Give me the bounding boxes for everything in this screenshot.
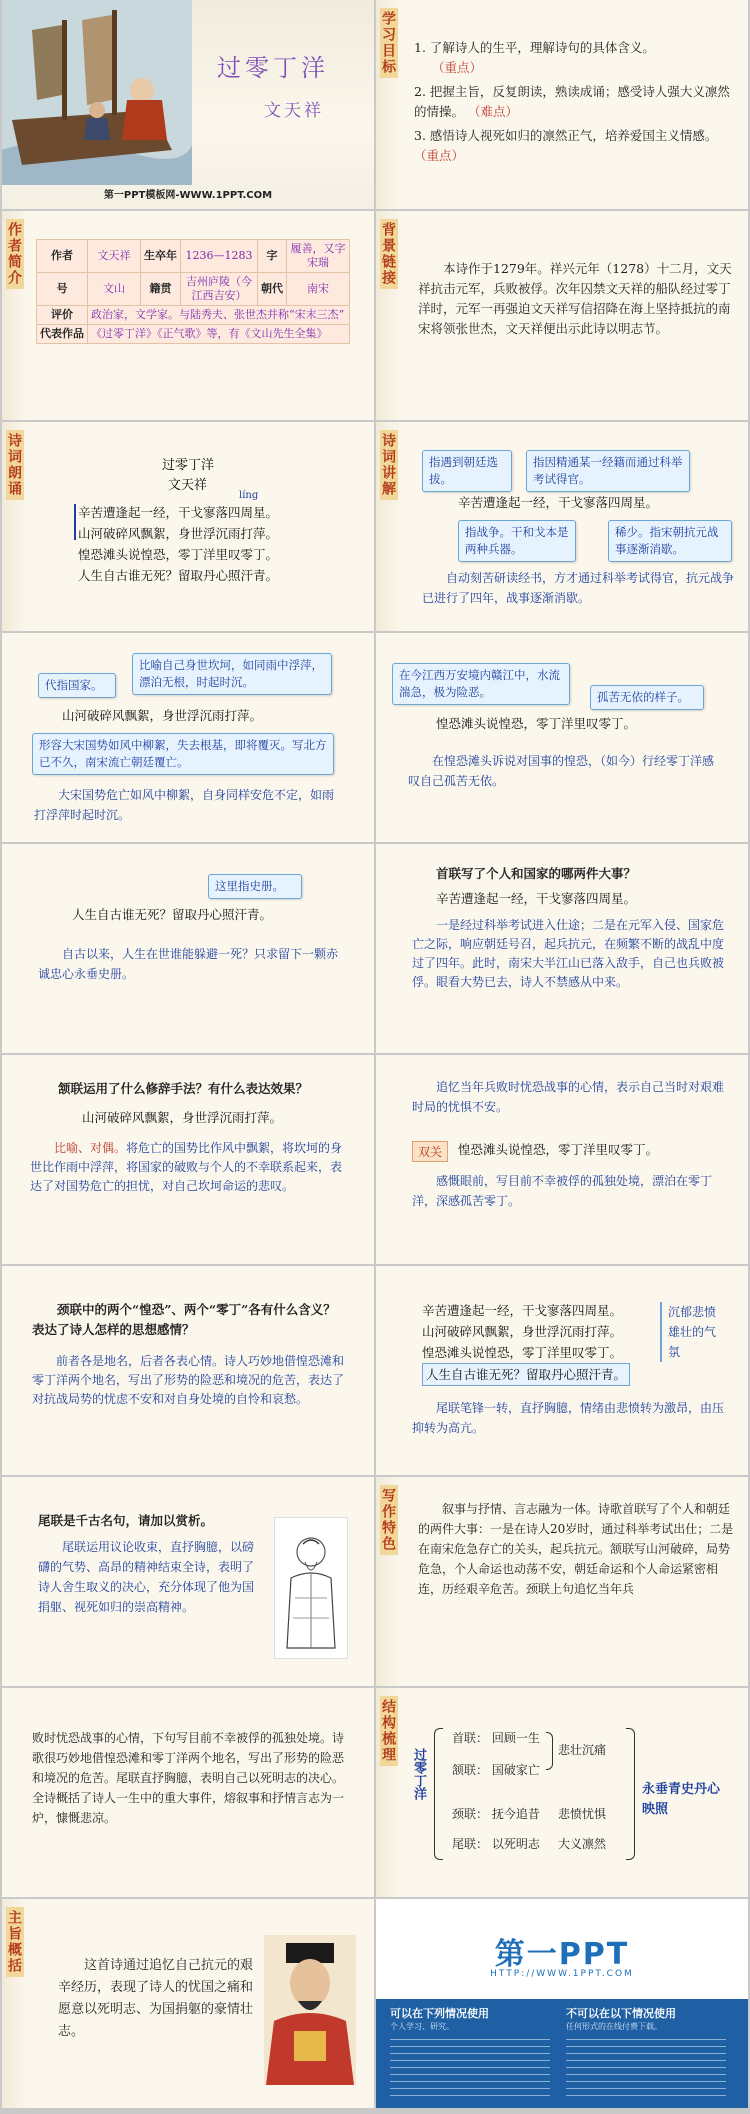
background-text: 本诗作于1279年。祥兴元年（1278）十二月，文天祥抗击元军，兵败被俘。次年囚禁文天祥的船队经过零丁洋时，元军一再强迫文天祥写信招降在海上坚持抵抗的南宋将领张世杰，文天祥便出示此诗以明志节。 — [418, 261, 732, 336]
section-tag: 诗词讲解 — [380, 430, 398, 500]
mood-note: 沉郁悲愤雄壮的气氛 — [660, 1302, 720, 1362]
title-slide — [2, 0, 374, 209]
explanation-text: 自古以来，人生在世谁能躲避一死？只求留下一颗赤诚忠心永垂史册。 — [38, 947, 339, 981]
answer-text: 比喻、对偶。将危亡的国势比作风中飘絮，将坎坷的身世比作雨中浮萍，将国家的破败与个人的不幸联系起来，表达了对国势危亡的担忧，对自己坎坷命运的悲叹。 — [30, 1141, 343, 1193]
note-callout: 稀少。指宋朝抗元战事逐渐消歇。 — [608, 520, 732, 562]
note-callout: 指因精通某一经籍而通过科举考试得官。 — [526, 450, 690, 492]
note-callout: 指战争。干和戈本是两种兵器。 — [458, 520, 576, 562]
structure-root: 过零丁洋 — [411, 1748, 426, 1800]
section-tag: 学习目标 — [380, 8, 398, 78]
note-callout: 代指国家。 — [38, 673, 116, 698]
portrait-image — [274, 1517, 348, 1659]
explained-line: 惶恐滩头说惶恐，零丁洋里叹零丁。 — [436, 716, 637, 731]
features-cont-slide — [2, 1688, 374, 1897]
question-text: 尾联是千古名句，请加以赏析。 — [38, 1513, 214, 1528]
section-tag: 作者简介 — [6, 219, 24, 289]
question-slide-1 — [376, 844, 748, 1053]
explained-line: 辛苦遭逢起一经，干戈寥落四周星。 — [458, 495, 659, 510]
explain-slide-1 — [376, 422, 748, 631]
quoted-line: 山河破碎风飘絮，身世浮沉雨打萍。 — [82, 1110, 283, 1125]
section-tag: 主旨概括 — [6, 1907, 24, 1977]
note-callout: 比喻自己身世坎坷，如同雨中浮萍，漂泊无根，时起时沉。 — [132, 653, 332, 695]
goal-2: 2. 把握主旨，反复朗读，熟读成诵；感受诗人强大义凛然的情操。 （难点） — [414, 84, 730, 119]
appreciation-slide — [2, 1477, 374, 1686]
pun-slide — [376, 1055, 748, 1264]
usage-allowed-sub: 个人学习、研究。 — [390, 2022, 454, 2031]
explain-slide-3 — [376, 633, 748, 842]
structure-item: 颔联： 国破家亡 — [452, 1763, 540, 1777]
brand-logo: 第一PPT — [494, 1937, 630, 1972]
section-tag: 写作特色 — [380, 1485, 398, 1555]
note-callout: 在今江西万安境内赣江中，水流湍急，极为险恶。 — [392, 663, 570, 705]
brand-url: HTTP://WWW.1PPT.COM — [490, 1969, 634, 1979]
explain-slide-4 — [2, 844, 374, 1053]
explanation-text: 感慨眼前，写目前不幸被俘的孤独处境，漂泊在零丁洋，深感孤苦零丁。 — [412, 1174, 713, 1208]
question-slide-3 — [2, 1266, 374, 1475]
structure-item: 首联： 回顾一生 — [452, 1731, 540, 1745]
author-table: 作者 文天祥 生卒年 1236—1283 字 履善，又字宋瑞 号 文山 籍贯 吉州庐陵（今江西吉安） 朝代 南宋 评价 政治家，文学家。与陆秀夫、张世杰并称“宋末三杰” 代表作品 《过零丁洋》《正气歌》等，有《文山先生全集》 — [36, 239, 350, 344]
usage-allowed-title: 可以在下列情况使用 — [390, 2007, 489, 2020]
pinyin-note: líng — [239, 490, 259, 501]
explained-line: 人生自古谁无死？留取丹心照汗青。 — [72, 907, 273, 922]
structure-item: 尾联： 以死明志 — [452, 1837, 540, 1851]
note-callout: 孤苦无依的样子。 — [590, 685, 704, 710]
ship-illustration — [2, 0, 192, 185]
structure-group: 悲愤忧惧 — [558, 1807, 607, 1821]
answer-text: 尾联运用议论收束，直抒胸臆，以磅礴的气势、高昂的精神结束全诗，表明了诗人舍生取义的决心，充分体现了他为国捐躯、视死如归的崇高精神。 — [38, 1540, 255, 1614]
quoted-line: 惶恐滩头说惶恐，零丁洋里叹零丁。 — [458, 1142, 659, 1157]
pun-badge: 双关 — [412, 1141, 448, 1162]
question-text: 颔联运用了什么修辞手法？有什么表达效果？ — [58, 1081, 309, 1096]
explanation-text: 自动刻苦研读经书，方才通过科举考试得官，抗元战争已进行了四年，战事逐渐消歇。 — [422, 571, 735, 605]
usage-denied-sub: 任何形式的在线付费下载。 — [566, 2022, 662, 2031]
title-text: 过零丁洋 — [217, 54, 329, 82]
question-text: 首联写了个人和国家的哪两件大事？ — [436, 866, 637, 881]
theme-text: 这首诗通过追忆自己抗元的艰辛经历，表现了诗人的忧国之痛和愿意以死明志、为国捐躯的豪情壮志。 — [58, 1958, 254, 2039]
structure-group: 悲壮沉痛 — [558, 1743, 607, 1757]
structure-theme: 永垂青史丹心映照 — [642, 1782, 721, 1817]
brand-slide — [376, 1899, 748, 2108]
explanation-text: 大宋国势危亡如风中柳絮，自身同样安危不定，如雨打浮萍时起时沉。 — [34, 788, 335, 822]
answer-text: 前者各是地名，后者各表心情。诗人巧妙地借惶恐滩和零丁洋两个地名，写出了形势的险恶和境况的危苦，表达了对抗战局势的忧虑不安和对自身处境的自怜和哀愁。 — [32, 1354, 345, 1406]
features-text: 叙事与抒情、言志融为一体。诗歌首联写了个人和朝廷的两件大事：一是在诗人20岁时，通过科举考试出仕；二是在南宋危急存亡的关头，起兵抗元。颔联写山河破碎，局势危急，个人命运也动荡不安，朝廷命运和个人命运紧密相连，历经艰辛危苦。颈联上句追忆当年兵 — [418, 1502, 734, 1596]
explanation-text: 在惶恐滩头诉说对国事的惶恐，（如今）行经零丁洋感叹自己孤苦无依。 — [408, 754, 715, 788]
note-callout: 形容大宋国势如风中柳絮，失去根基，即将覆灭。写北方已不久，南宋流亡朝廷覆亡。 — [32, 733, 334, 775]
explanation-text: 尾联笔锋一转，直抒胸臆，情绪由悲愤转为激昂，由压抑转为高亢。 — [412, 1401, 725, 1435]
section-tag: 背景链接 — [380, 219, 398, 289]
goal-1: 1. 了解诗人的生平，理解诗句的具体含义。 （重点） — [414, 40, 655, 75]
portrait-image — [264, 1935, 356, 2085]
question-text: 颈联中的两个“惶恐”、两个“零丁”各有什么含义？表达了诗人怎样的思想感情？ — [32, 1302, 336, 1337]
theme-slide — [2, 1899, 374, 2108]
poem-lines: 辛苦遭逢起一经，干戈寥落四周星。 山河破碎风飘絮，身世浮沉雨打萍。 惶恐滩头说惶恐，零丁洋里叹零丁。 人生自古谁无死？留取丹心照汗青。 — [78, 505, 279, 583]
author-slide — [2, 211, 374, 420]
background-slide — [376, 211, 748, 420]
explained-line: 山河破碎风飘絮，身世浮沉雨打萍。 — [62, 708, 263, 723]
structure-group: 大义凛然 — [558, 1837, 607, 1851]
question-slide-2 — [2, 1055, 374, 1264]
poem-slide — [2, 422, 374, 631]
poem-title: 过零丁洋 — [162, 458, 215, 473]
features-text: 败时忧恐战事的心情，下句写目前不幸被俘的孤独处境。诗歌很巧妙地借惶恐滩和零丁洋两个地名，写出了形势的险恶和境况的危苦。尾联直抒胸臆，表明自己以死明志的决心。全诗概括了诗人一生中的重大事件，熔叙事和抒情言志为一炉，慷慨悲凉。 — [32, 1731, 345, 1825]
title-footer: 第一PPT模板网-WWW.1PPT.COM — [103, 190, 273, 201]
section-tag: 诗词朗诵 — [6, 430, 24, 500]
poem-lines: 辛苦遭逢起一经，干戈寥落四周星。 山河破碎风飘絮，身世浮沉雨打萍。 惶恐滩头说惶恐，零丁洋里叹零丁。 人生自古谁无死？留取丹心照汗青。 — [422, 1300, 630, 1386]
answer-text: 一是经过科举考试进入仕途；二是在元军入侵、国家危亡之际，响应朝廷号召，起兵抗元，在频繁不断的战乱中度过了四年。此时，南宋大半江山已落入敌手，自己也兵败被俘。眼看大势已去，诗人不禁感从中来。 — [412, 918, 725, 989]
note-callout: 指遇到朝廷选拔。 — [422, 450, 512, 492]
intro-text: 追忆当年兵败时忧恐战事的心情，表示自己当时对艰难时局的忧惧不安。 — [412, 1080, 725, 1114]
explain-slide-2 — [2, 633, 374, 842]
features-slide — [376, 1477, 748, 1686]
quoted-line: 辛苦遭逢起一经，干戈寥落四周星。 — [436, 891, 637, 906]
mood-slide — [376, 1266, 748, 1475]
poem-author: 文天祥 — [168, 478, 208, 493]
structure-slide — [376, 1688, 748, 1897]
structure-item: 颈联： 抚今追昔 — [452, 1807, 540, 1821]
title-author: 文天祥 — [264, 101, 324, 121]
section-tag: 结构梳理 — [380, 1696, 398, 1766]
goal-3: 3. 感悟诗人视死如归的凛然正气，培养爱国主义情感。 （重点） — [414, 128, 718, 163]
usage-denied-title: 不可以在以下情况使用 — [566, 2007, 676, 2020]
goals-slide — [376, 0, 748, 209]
note-callout: 这里指史册。 — [208, 874, 302, 899]
